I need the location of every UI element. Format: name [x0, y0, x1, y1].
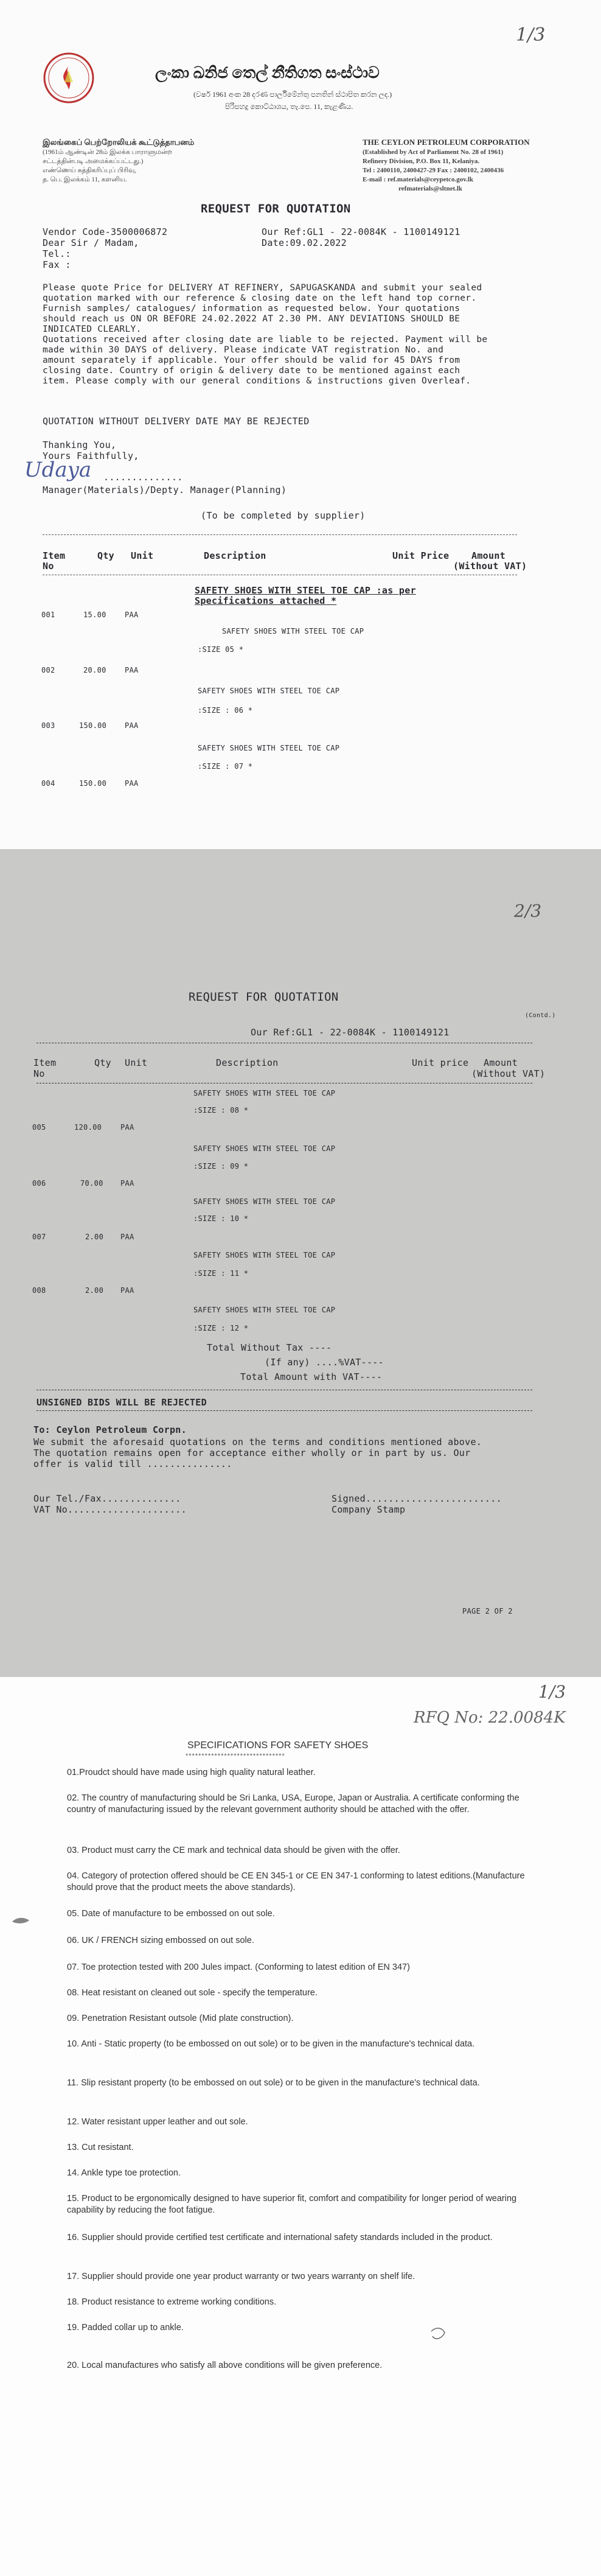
row-qty: 2.00 [85, 1286, 104, 1295]
row-description: SAFETY SHOES WITH STEEL TOE CAP [198, 744, 340, 752]
spec-item: 08. Heat resistant on cleaned out sole - specify the temperature. [67, 1988, 318, 1998]
submit-line: The quotation remains open for acceptance either wholly or in part by us. Our [33, 1447, 471, 1458]
row-qty: 15.00 [83, 611, 106, 619]
corp-tamil-line-3: எண்ணெய் சுத்திகரிப்புப் பிரிவு, [43, 167, 137, 174]
spec-item: 11. Slip resistant property (to be embossed on out sole) or to be given in the manufacture's technical data. [67, 2078, 480, 2088]
submit-line: We submit the aforesaid quotations on the terms and conditions mentioned above. [33, 1437, 482, 1447]
row-unit: PAA [125, 666, 139, 674]
col-unit: Unit [125, 1057, 148, 1068]
row-qty: 20.00 [83, 666, 106, 674]
spec-item: 02. The country of manufacturing should be Sri Lanka, USA, Europe, Japan or Australia. A certificate conforming the country of manufacturing issued by the relevant government authority should be attached with the offer. [67, 1793, 519, 1815]
page-title: REQUEST FOR QUOTATION [201, 202, 351, 215]
spec-item: 05. Date of manufacture to be embossed on out sole. [67, 1909, 275, 1919]
col-unit: Unit [131, 550, 154, 561]
page-number: PAGE 2 OF 2 [462, 1607, 513, 1615]
fax-label: Fax : [43, 259, 71, 270]
row-description: SAFETY SHOES WITH STEEL TOE CAP [193, 1089, 336, 1097]
page-mark: 1/3 [516, 24, 546, 46]
spec-item: 10. Anti - Static property (to be embossed on out sole) or to be given in the manufacture's technical data. [67, 2039, 475, 2049]
row-size: :SIZE : 07 * [198, 762, 253, 771]
corp-english-line-1: (Established by Act of Parliament No. 28 of 1961) [363, 149, 504, 156]
row-size: :SIZE : 09 * [193, 1162, 249, 1171]
col-description: Description [216, 1057, 279, 1068]
row-item: 001 [41, 611, 55, 619]
spec-item: 19. Padded collar up to ankle. [67, 2323, 184, 2333]
submit-line: offer is valid till ............... [33, 1458, 232, 1469]
row-item: 008 [32, 1286, 46, 1295]
corp-name-english: THE CEYLON PETROLEUM CORPORATION [363, 138, 530, 147]
to-be-completed-note: (To be completed by supplier) [201, 510, 366, 521]
instruction-line: Furnish samples/ catalogues/ information as requested below. Your quotations [43, 304, 460, 313]
col-description: Description [204, 550, 266, 561]
corp-english-line-5: refmaterials@sltnet.lk [398, 185, 463, 192]
yours-faithfully: Yours Faithfully, [43, 450, 139, 461]
row-description: SAFETY SHOES WITH STEEL TOE CAP [222, 627, 364, 635]
our-tel-fax: Our Tel./Fax.............. [33, 1493, 181, 1504]
form-continued: (Contd.) [525, 1012, 556, 1019]
spec-item: 03. Product must carry the CE mark and technical data should be given with the offer. [67, 1846, 400, 1855]
instruction-line: item. Please comply with our general conditions & instructions given Overleaf. [43, 376, 471, 386]
spec-item: 14. Ankle type toe protection. [67, 2168, 181, 2178]
margin-pen-mark [11, 1916, 30, 1925]
our-ref: Our Ref:GL1 - 22-0084K - 1100149121 [262, 226, 460, 237]
row-unit: PAA [120, 1123, 134, 1132]
page-mark: 2/3 [514, 901, 542, 921]
signature-dots: .............. [103, 472, 183, 483]
row-description: SAFETY SHOES WITH STEEL TOE CAP [193, 1306, 336, 1314]
corp-english-line-4: E-mail : ref.materials@ceypetco.gov.lk [363, 176, 474, 183]
date: Date:09.02.2022 [262, 237, 347, 248]
tel-label: Tel.: [43, 248, 71, 259]
thanking-you: Thanking You, [43, 439, 117, 450]
col-no: No [33, 1068, 45, 1079]
row-description: SAFETY SHOES WITH STEEL TOE CAP [193, 1144, 336, 1153]
page-mark: 1/3 [538, 1682, 566, 1702]
spec-item: 12. Water resistant upper leather and out sole. [67, 2117, 248, 2127]
row-qty: 120.00 [74, 1123, 102, 1132]
row-size: :SIZE 05 * [198, 645, 244, 654]
spec-title: SPECIFICATIONS FOR SAFETY SHOES [187, 1740, 369, 1751]
instruction-line: INDICATED CLEARLY. [43, 324, 142, 334]
spec-header-line-1: SAFETY SHOES WITH STEEL TOE CAP :as per [195, 585, 416, 596]
row-unit: PAA [125, 721, 139, 730]
specifications-page [0, 1677, 601, 2576]
salutation: Dear Sir / Madam, [43, 237, 139, 248]
corp-name-tamil: இலங்கைப் பெற்றோலியக் கூட்டுத்தாபனம் [43, 138, 195, 147]
row-qty: 150.00 [79, 721, 107, 730]
row-size: :SIZE : 11 * [193, 1269, 249, 1278]
rfq-page-1 [0, 0, 601, 849]
instruction-line: Quotations received after closing date are liable to be rejected. Payment will be [43, 335, 488, 345]
instructions-paragraph [43, 283, 487, 387]
col-amount: Amount [471, 550, 505, 561]
row-size: :SIZE : 08 * [193, 1106, 249, 1115]
col-unit-price: Unit price [412, 1057, 469, 1068]
signature: Udaya [24, 458, 92, 482]
col-without-vat: (Without VAT) [471, 1068, 546, 1079]
spec-item: 20. Local manufactures who satisfy all above conditions will be given preference. [67, 2361, 383, 2370]
instruction-line: quotation marked with our reference & closing date on the left hand top corner. [43, 293, 477, 303]
spec-header-line-2: Specifications attached * [195, 595, 337, 606]
warning-rule [36, 1410, 532, 1411]
vat-number: VAT No..................... [33, 1504, 187, 1515]
col-amount: Amount [484, 1057, 518, 1068]
addressee: To: Ceylon Petroleum Corpn. [33, 1424, 187, 1435]
corp-tamil-line-2: சட்டத்தின்படி அமைக்கப்பட்டது.) [43, 158, 144, 165]
spec-item: 09. Penetration Resistant outsole (Mid plate construction). [67, 2014, 294, 2023]
vendor-code: Vendor Code-3500006872 [43, 226, 168, 237]
row-item: 007 [32, 1233, 46, 1241]
row-qty: 2.00 [85, 1233, 104, 1241]
row-item: 002 [41, 666, 55, 674]
row-size: :SIZE : 06 * [198, 706, 253, 715]
row-size: :SIZE : 12 * [193, 1324, 249, 1332]
row-size: :SIZE : 10 * [193, 1214, 249, 1223]
row-unit: PAA [125, 611, 139, 619]
ceypetco-logo [43, 52, 95, 104]
spec-item: 04. Category of protection offered should be CE EN 345-1 or CE EN 347-1 conforming to latest editions.(Manufacture should prove that the product meets the above standards). [67, 1871, 525, 1892]
row-description: SAFETY SHOES WITH STEEL TOE CAP [193, 1251, 336, 1259]
table-top-rule [43, 534, 517, 535]
row-item: 005 [32, 1123, 46, 1132]
instruction-line: Please quote Price for DELIVERY AT REFINERY, SAPUGASKANDA and submit your sealed [43, 283, 482, 293]
row-unit: PAA [125, 779, 139, 788]
col-unit-price: Unit Price [392, 550, 450, 561]
signed-line: Signed........................ [332, 1493, 502, 1504]
col-no: No [43, 561, 54, 572]
row-unit: PAA [120, 1286, 134, 1295]
spec-item: 17. Supplier should provide one year product warranty or two years warranty on shelf life. [67, 2272, 415, 2281]
row-unit: PAA [120, 1233, 134, 1241]
row-item: 003 [41, 721, 55, 730]
rfq-page-2 [0, 849, 601, 1677]
row-qty: 150.00 [79, 779, 107, 788]
corp-address-sinhala: පිරිපහදු කොට්ඨාශය, තැ.පෙ. 11, කැළණිය. [225, 102, 353, 111]
col-without-vat: (Without VAT) [453, 561, 527, 572]
rfq-number-handwritten: RFQ No: 22.0084K [414, 1709, 566, 1727]
total-without-tax: Total Without Tax ---- [207, 1342, 332, 1353]
spec-item: 07. Toe protection tested with 200 Jules impact. (Conforming to latest edition of EN 347) [67, 1962, 410, 1972]
instruction-line: closing date. Country of origin & delivery date to be mentioned against each [43, 366, 460, 376]
corp-sub-sinhala: (වර්ෂ 1961 අංක 28 දරණ පාර්ලිමේන්තු පනතින් ස්ථාපිත කරන ලද.) [193, 90, 392, 99]
row-qty: 70.00 [80, 1179, 103, 1188]
spec-item: 18. Product resistance to extreme working conditions. [67, 2297, 277, 2307]
spec-item: 16. Supplier should provide certified test certificate and international safety standards included in the product. [67, 2233, 493, 2242]
col-item: Item [43, 550, 66, 561]
col-item: Item [33, 1057, 57, 1068]
spec-item: 06. UK / FRENCH sizing embossed on out sole. [67, 1936, 254, 1945]
spec-title-underline: ******************************* [186, 1752, 285, 1760]
col-qty: Qty [94, 1057, 111, 1068]
page-title: REQUEST FOR QUOTATION [189, 990, 339, 1004]
spec-item: 13. Cut resistant. [67, 2143, 134, 2152]
corp-english-line-2: Refinery Division, P.O. Box 11, Kelaniya. [363, 158, 480, 165]
vat-line: (If any) ....%VAT---- [265, 1357, 384, 1368]
col-qty: Qty [97, 550, 114, 561]
row-description: SAFETY SHOES WITH STEEL TOE CAP [193, 1197, 336, 1206]
tick-mark [429, 2325, 447, 2343]
instruction-line: amount separately if applicable. Your offer should be valid for 45 DAYS from [43, 355, 460, 365]
no-delivery-warning: QUOTATION WITHOUT DELIVERY DATE MAY BE REJECTED [43, 416, 310, 427]
row-item: 004 [41, 779, 55, 788]
spec-item: 15. Product to be ergonomically designed to have superior fit, comfort and compatibility for longer period of wearing capability by reducing the foot fatigue. [67, 2194, 517, 2215]
instruction-line: made within 30 DAYS of delivery. Please indicate VAT registration No. and [43, 345, 444, 355]
total-with-vat: Total Amount with VAT---- [240, 1371, 383, 1382]
corp-tamil-line-1: (1961ம் ஆண்டின் 28ம் இலக்க பாராளுமன்ற [43, 149, 173, 156]
row-item: 006 [32, 1179, 46, 1188]
signer-title: Manager(Materials)/Depty. Manager(Planning) [43, 485, 287, 495]
corp-tamil-line-4: த. பெ. இலக்கம் 11, களனிய. [43, 176, 127, 183]
corp-name-sinhala: ලංකා ඛනිජ තෙල් නීතිගත සංස්ථාව [155, 64, 380, 82]
row-description: SAFETY SHOES WITH STEEL TOE CAP [198, 687, 340, 695]
row-unit: PAA [120, 1179, 134, 1188]
spec-item: 01.Proudct should have made using high quality natural leather. [67, 1768, 316, 1777]
corp-english-line-3: Tel : 2400110, 2400427-29 Fax : 2400102, 2400436 [363, 167, 504, 174]
instruction-line: should reach us ON OR BEFORE 24.02.2022 AT 2.30 PM. ANY DEVIATIONS SHOULD BE [43, 314, 460, 324]
company-stamp: Company Stamp [332, 1504, 406, 1515]
our-ref: Our Ref:GL1 - 22-0084K - 1100149121 [251, 1027, 450, 1038]
unsigned-warning: UNSIGNED BIDS WILL BE REJECTED [36, 1397, 207, 1408]
